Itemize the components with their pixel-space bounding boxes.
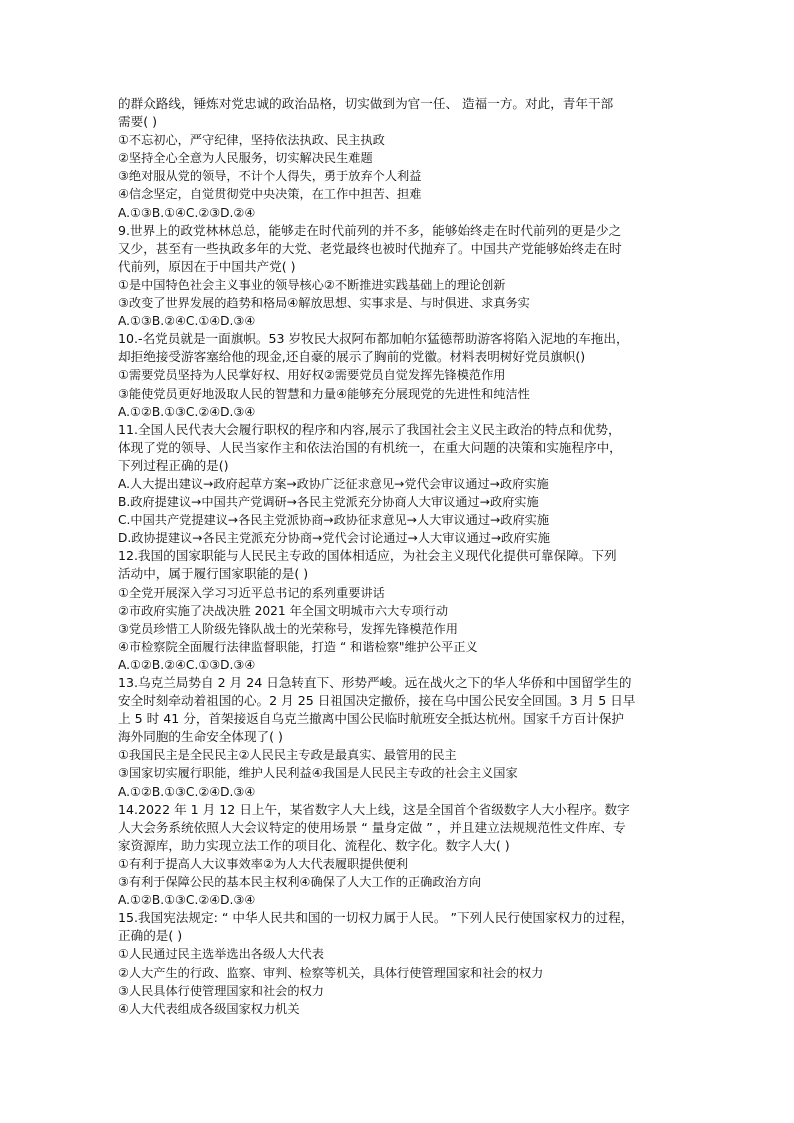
question-text-line: 安全时刻牵动着祖国的心。2 月 25 日祖国决定撤侨，接在乌中国公民安全回国。3 月 5 日早 [118,693,636,709]
option-text-line: ③国家切实履行职能，维护人民利益④我国是人民民主专政的社会主义国家 [118,766,518,781]
option-text-line: ①全党开展深入学习习近平总书记的系列重要讲话 [118,585,385,600]
option-text-line: ①是中国特色社会主义事业的领导核心②不断推进实践基础上的理论创新 [118,277,506,292]
question-text-line: 却拒绝接受游客塞给他的现金,还自豪的展示了胸前的党徽。材料表明树好党员旗帜() [118,349,586,365]
question-text-line: 10.-名党员就是一面旗帜。53 岁牧民大叔阿布都加帕尔猛德帮助游客将陷入泥地的车拖出， [118,331,629,347]
option-text-line: C.中国共产党提建议→各民主党派协商→政协征求意见→人大审议通过→政府实施 [118,513,550,528]
question-text-line: 11.全国人民代表大会履行职权的程序和内容,展示了我国社会主义民主政治的特点和优势， [118,421,621,437]
option-text-line: ③党员珍惜工人阶级先锋队战士的光荣称号，发挥先锋模范作用 [118,621,458,636]
option-text-line: A.①②B.②④C.①③D.③④ [118,657,256,672]
question-text-line: 需要( ) [118,114,158,130]
question-text-line: 又少，甚至有一些执政多年的大党、老党最终也被时代抛弃了。中国共产党能够始终走在时 [118,240,622,256]
question-text-line: 上 5 时 41 分，首架接返自乌克兰撤离中国公民临时航班安全抵达杭州。国家千方百计保护 [118,711,625,727]
option-text-line: ③能使党员更好地汲取人民的智慧和力量④能够充分展现党的先进性和纯洁性 [118,386,530,401]
option-text-line: A.①③B.①④C.②③D.②④ [118,205,256,220]
option-text-line: ③绝对服从党的领导，不计个人得失，勇于放弃个人利益 [118,169,422,184]
option-text-line: ②市政府实施了决战决胜 2021 年全国文明城市六大专项行动 [118,603,449,618]
option-text-line: ②人大产生的行政、监察、审判、检察等机关，具体行使管理国家和社会的权力 [118,965,544,980]
option-text-line: B.政府提建议→中国共产党调研→各民主党派充分协商人大审议通过→政府实施 [118,495,539,510]
option-text-line: A.①②B.①③C.②④D.③④ [118,784,256,799]
option-text-line: ③改变了世界发展的趋势和格局④解放思想、实事求是、与时俱进、求真务实 [118,296,530,311]
question-text-line: 14.2022 年 1 月 12 日上午，某省数字人大上线，这是全国首个省级数字人大小程序。数字 [118,801,630,817]
question-text-line: 12.我国的国家职能与人民民主专政的国体相适应，为社会主义现代化提供可靠保障。下列 [118,548,617,564]
option-text-line: D.政协提建议→各民主党派充分协商→党代会讨论通过→人大审议通过→政府实施 [118,531,550,546]
question-text-line: 下列过程正确的是() [118,457,229,473]
question-text-line: 9.世界上的政党林林总总，能够走在时代前列的并不多，能够始终走在时代前列的更是少之 [118,222,622,238]
option-text-line: ①不忘初心，严守纪律，坚持依法执政、民主执政 [118,133,385,148]
question-text-line: 家资源库，助力实现立法工作的项目化、流程化、数字化。数字人大( ) [118,837,510,853]
option-text-line: ①我国民主是全民民主②人民民主专政是最真实、最管用的民主 [118,748,457,763]
option-text-line: ③有利于保障公民的基本民主权利④确保了人大工作的正确政治方向 [118,875,482,890]
question-text-line: 活动中，属于履行国家职能的是( ) [118,566,309,582]
option-text-line: A.①③B.②④C.①④D.③④ [118,314,256,329]
question-text-line: 13.乌克兰局势自 2 月 24 日急转直下、形势严峻。远在战火之下的华人华侨和中国留学生的 [118,675,632,690]
question-text-line: 人大会务系统依照人大会议特定的使用场景 “ 量身定做 ” ，并且建立法规规范性文件库、专 [118,819,626,835]
option-text-line: ①需要党员坚持为人民掌好权、用好权②需要党员自觉发挥先锋模范作用 [118,368,506,383]
option-text-line: ④市检察院全面履行法律监督职能，打造 “ 和谐检察"维护公平正义 [118,639,478,654]
question-text-line: 正确的是( ) [118,928,183,944]
document-page [118,95,678,1018]
option-text-line: ①人民通过民主选举选出各级人大代表 [118,947,324,962]
option-text-line: A.①②B.①③C.②④D.③④ [118,893,256,908]
option-text-line: ④人大代表组成各级国家权力机关 [118,1001,300,1016]
option-text-line: ③人民具体行使管理国家和社会的权力 [118,983,324,998]
question-text-line: 海外同胞的生命安全体现了( ) [118,729,283,745]
option-text-line: ①有利于提高人大议事效率②为人大代表履职提供便利 [118,856,408,871]
question-text-line: 15.我国宪法规定: “ 中华人民共和国的一切权力属于人民。 ”下列人民行使国家权力的过程， [118,910,634,926]
question-text-line: 的群众路线，锤炼对党忠诚的政治品格，切实做到为官一任、 造福一方。对此，青年干部 [118,96,614,111]
option-text-line: A.人大提出建议→政府起草方案→政协广泛征求意见→党代会审议通过→政府实施 [118,476,549,491]
option-text-line: ④信念坚定，自觉贯彻党中央决策，在工作中担苦、担难 [118,187,422,202]
question-text-line: 代前列，原因在于中国共产党( ) [118,258,296,274]
option-text-line: A.①②B.①③C.②④D.③④ [118,404,256,419]
option-text-line: ②坚持全心全意为人民服务，切实解决民生难题 [118,151,373,166]
question-text-line: 体现了党的领导、人民当家作主和依法治国的有机统一，在重大问题的决策和实施程序中， [118,439,622,455]
